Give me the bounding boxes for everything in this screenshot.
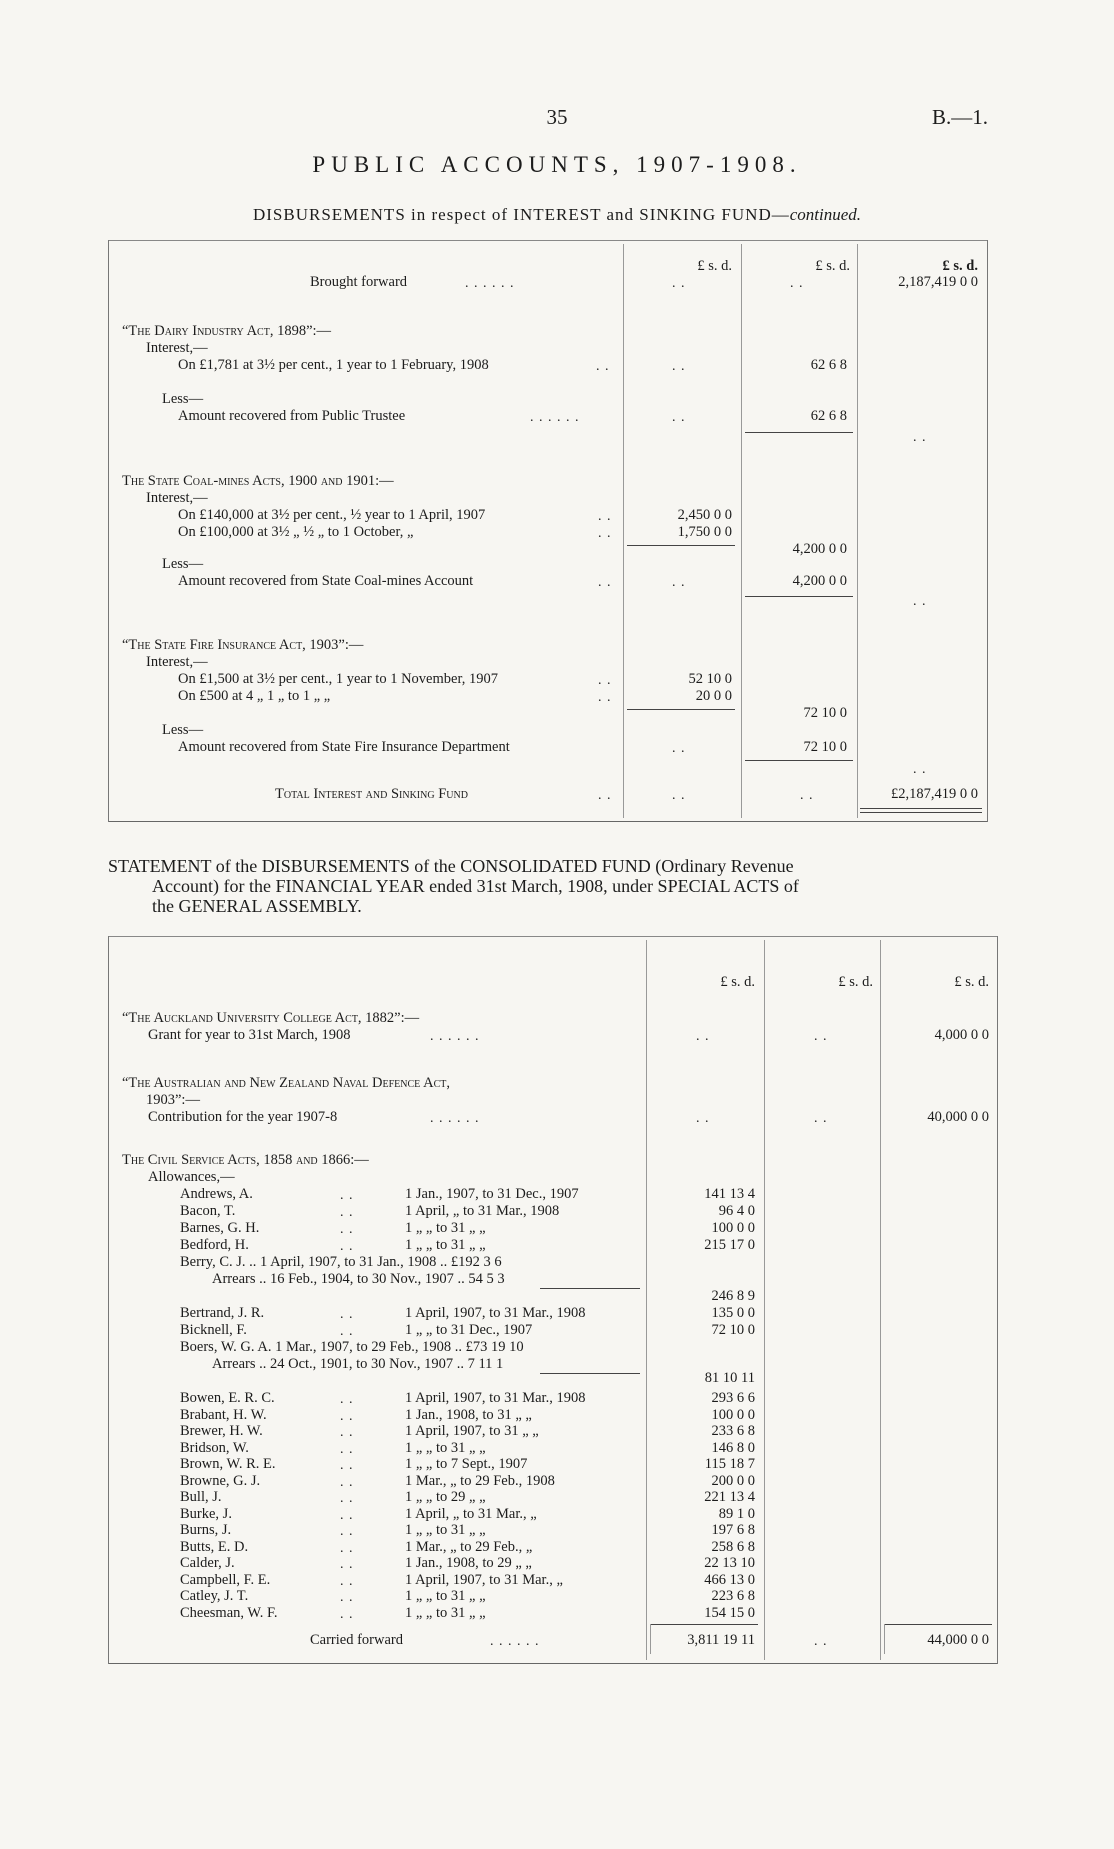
fire-subtotal: 72 10 0 xyxy=(803,705,847,721)
carried-forward-box-left xyxy=(650,1624,651,1654)
page-title: PUBLIC ACCOUNTS, 1907-1908. xyxy=(312,152,802,177)
col3-leaders: . . xyxy=(913,594,927,609)
boers-total: 81 10 11 xyxy=(704,1370,755,1386)
fire-recovered-amount: 72 10 0 xyxy=(803,739,847,755)
subtitle-continued: continued. xyxy=(789,205,862,224)
allowance-name: Andrews, A. xyxy=(180,1186,253,1202)
coal-recovered-amount: 4,200 0 0 xyxy=(792,573,847,589)
coal-mines-act-heading: The State Coal-mines Acts, 1900 and 1901:— xyxy=(122,473,394,489)
allowance-amount: 22 13 10 xyxy=(704,1555,755,1571)
allowance-name: Burke, J. xyxy=(180,1505,232,1522)
row-leaders: . . xyxy=(340,1307,354,1322)
col-header-1: £ s. d. xyxy=(720,974,755,990)
statement-heading xyxy=(108,856,998,916)
table-top-rule xyxy=(109,240,987,241)
allowance-amount: 200 0 0 xyxy=(711,1472,755,1489)
civil-service-act-heading: The Civil Service Acts, 1858 and 1866:— xyxy=(122,1152,369,1168)
row-leaders: . . xyxy=(340,1507,354,1523)
row-leaders: . . . . . . xyxy=(430,1111,480,1126)
col2-leaders: . . xyxy=(814,1634,828,1649)
fire-interest-item-1: On £1,500 at 3½ per cent., 1 year to 1 November, 1907 xyxy=(178,671,498,687)
row-leaders: . . xyxy=(340,1205,354,1220)
carried-forward-amount-3: 44,000 0 0 xyxy=(927,1632,989,1648)
page-reference: B.—1. xyxy=(931,105,988,129)
allowance-name: Browne, G. J. xyxy=(180,1472,261,1489)
row-leaders: . . xyxy=(340,1573,354,1589)
allowance-period: 1 April, 1907, to 31 Mar., 1908 xyxy=(405,1390,586,1406)
allowance-name: Brabant, H. W. xyxy=(180,1406,267,1423)
allowance-name: Cheesman, W. F. xyxy=(180,1604,278,1621)
allowance-period: 1 Jan., 1908, to 31 „ „ xyxy=(405,1406,532,1423)
table-bottom-rule xyxy=(109,1663,997,1664)
subtotal-rule xyxy=(627,709,735,710)
row-leaders: . . . . . . xyxy=(530,410,580,425)
col1-leaders: . . xyxy=(672,410,686,425)
fire-interest-label: Interest,— xyxy=(146,654,208,670)
coal-interest-item-2: On £100,000 at 3½ „ ½ „ to 1 October, „ xyxy=(178,524,414,540)
allowance-period: 1 Jan., 1907, to 31 Dec., 1907 xyxy=(405,1186,579,1202)
allowance-amount: 100 0 0 xyxy=(711,1406,755,1423)
row-leaders: . . xyxy=(340,1458,354,1473)
allowance-amount: 293 6 6 xyxy=(711,1390,755,1406)
col2-leaders: . . xyxy=(814,1029,828,1044)
berry-arrears-line: Arrears .. 16 Feb., 1904, to 30 Nov., 1907 .. 54 5 3 xyxy=(212,1271,505,1287)
allowance-period: 1 April, 1907, to 31 Mar., „ xyxy=(405,1571,563,1588)
row-leaders: . . xyxy=(598,509,612,524)
allowance-period: 1 „ „ to 31 „ „ xyxy=(405,1522,486,1538)
allowance-amount: 197 6 8 xyxy=(711,1522,755,1538)
row-leaders: . . xyxy=(340,1491,354,1506)
col3-leaders: . . xyxy=(913,430,927,445)
allowance-period: 1 „ „ to 31 „ „ xyxy=(405,1439,486,1456)
column-divider xyxy=(764,940,765,1660)
allowance-period: 1 „ „ to 31 „ „ xyxy=(405,1588,486,1604)
row-leaders: . . xyxy=(598,788,612,803)
table-top-rule xyxy=(109,936,997,937)
allowance-name: Bicknell, F. xyxy=(180,1322,247,1338)
col1-leaders: . . xyxy=(672,575,686,590)
row-leaders: . . xyxy=(340,1606,354,1622)
row-leaders: . . xyxy=(598,673,612,688)
statement-line-1: STATEMENT of the DISBURSEMENTS of the CONSOLIDATED FUND (Ordinary Revenue xyxy=(108,856,794,876)
dairy-interest-item: On £1,781 at 3½ per cent., 1 year to 1 February, 1908 xyxy=(178,357,489,373)
column-divider xyxy=(880,940,881,1660)
row-leaders: . . . . . . xyxy=(490,1634,540,1649)
col-header-2: £ s. d. xyxy=(815,258,850,274)
allowance-name: Barnes, G. H. xyxy=(180,1220,260,1236)
allowance-name: Burns, J. xyxy=(180,1522,232,1538)
allowance-period: 1 „ „ to 31 Dec., 1907 xyxy=(405,1322,533,1338)
boers-arrears-line: Arrears .. 24 Oct., 1901, to 30 Nov., 1907 .. 7 11 1 xyxy=(212,1356,504,1372)
allowance-name: Bertrand, J. R. xyxy=(180,1305,265,1321)
carried-forward-rule xyxy=(650,1624,758,1625)
allowance-period: 1 Mar., „ to 29 Feb., 1908 xyxy=(405,1472,555,1489)
allowance-amount: 100 0 0 xyxy=(711,1220,755,1236)
row-leaders: . . xyxy=(340,1590,354,1605)
auckland-act-heading: “The Auckland University College Act, 1882”:— xyxy=(122,1010,420,1026)
fire-recovered-label: Amount recovered from State Fire Insurance Department xyxy=(178,739,510,755)
row-leaders: . . xyxy=(340,1540,354,1556)
allowances-label: Allowances,— xyxy=(148,1169,235,1185)
row-leaders: . . xyxy=(598,690,612,705)
total-double-rule xyxy=(860,808,982,809)
allowance-amount: 221 13 4 xyxy=(704,1489,755,1505)
page-subtitle xyxy=(0,205,1114,225)
allowance-amount: 233 6 8 xyxy=(711,1423,755,1439)
coal-item-2-amount: 1,750 0 0 xyxy=(677,524,732,540)
total-interest-amount: £2,187,419 0 0 xyxy=(891,786,978,802)
row-leaders: . . xyxy=(340,1425,354,1440)
allowance-name: Catley, J. T. xyxy=(180,1588,249,1604)
col1-leaders: . . xyxy=(672,788,686,803)
fire-item-1-amount: 52 10 0 xyxy=(688,671,732,687)
subtotal-rule xyxy=(745,760,853,761)
row-leaders: . . xyxy=(598,526,612,541)
allowance-amount: 215 17 0 xyxy=(704,1237,755,1253)
boers-line: Boers, W. G. A. 1 Mar., 1907, to 29 Feb., 1908 .. £73 19 10 xyxy=(180,1339,524,1355)
row-leaders: . . xyxy=(340,1441,354,1457)
column-divider xyxy=(741,244,742,818)
col-header-2: £ s. d. xyxy=(838,974,873,990)
subtotal-rule xyxy=(745,596,853,597)
carried-forward-label: Carried forward xyxy=(310,1632,403,1648)
allowance-amount: 89 1 0 xyxy=(718,1505,755,1522)
allowance-period: 1 Jan., 1908, to 29 „ „ xyxy=(405,1555,532,1571)
allowance-name: Bacon, T. xyxy=(180,1203,236,1219)
allowance-amount: 135 0 0 xyxy=(711,1305,755,1321)
allowance-name: Bridson, W. xyxy=(180,1439,249,1456)
allowance-amount: 96 4 0 xyxy=(718,1203,755,1219)
berry-line: Berry, C. J. .. 1 April, 1907, to 31 Jan., 1908 .. £192 3 6 xyxy=(180,1254,502,1270)
allowance-name: Bull, J. xyxy=(180,1489,222,1505)
column-divider xyxy=(857,244,858,818)
coal-recovered-label: Amount recovered from State Coal-mines Account xyxy=(178,573,474,589)
allowance-amount: 115 18 7 xyxy=(704,1456,755,1472)
berry-total: 246 8 9 xyxy=(711,1288,755,1304)
row-leaders: . . xyxy=(598,575,612,590)
row-leaders: . . xyxy=(340,1392,354,1407)
coal-less-label: Less— xyxy=(162,556,204,572)
row-leaders: . . xyxy=(340,1324,354,1339)
row-leaders: . . xyxy=(596,359,610,374)
allowance-period: 1 April, „ to 31 Mar., 1908 xyxy=(405,1203,560,1219)
col1-leaders: . . xyxy=(696,1111,710,1126)
page-number: 35 xyxy=(546,105,568,129)
carried-forward-amount-1: 3,811 19 11 xyxy=(687,1632,755,1648)
subtitle-main: DISBURSEMENTS in respect of INTEREST and SINKING FUND— xyxy=(252,205,790,224)
carried-forward-box-left xyxy=(884,1624,885,1654)
fire-insurance-act-heading: “The State Fire Insurance Act, 1903”:— xyxy=(122,637,364,653)
allowance-period: 1 April, 1907, to 31 „ „ xyxy=(405,1423,539,1439)
row-leaders: . . . . . . xyxy=(430,1029,480,1044)
coal-interest-label: Interest,— xyxy=(146,490,208,506)
row-leaders: . . xyxy=(340,1408,354,1424)
allowance-period: 1 „ „ to 31 „ „ xyxy=(405,1220,486,1236)
col2-leaders: . . xyxy=(814,1111,828,1126)
allowance-period: 1 April, „ to 31 Mar., „ xyxy=(405,1505,537,1522)
total-interest-label: Total Interest and Sinking Fund xyxy=(275,786,468,802)
row-leaders: . . xyxy=(340,1474,354,1490)
allowance-name: Bedford, H. xyxy=(180,1237,249,1253)
allowance-period: 1 „ „ to 29 „ „ xyxy=(405,1489,486,1505)
fire-interest-item-2: On £500 at 4 „ 1 „ to 1 „ „ xyxy=(178,688,331,704)
dairy-recovered-amount: 62 6 8 xyxy=(810,408,847,424)
allowance-name: Brown, W. R. E. xyxy=(180,1456,276,1472)
row-leaders: . . xyxy=(340,1524,354,1539)
allowance-name: Campbell, F. E. xyxy=(180,1571,271,1588)
allowance-amount: 146 8 0 xyxy=(711,1439,755,1456)
coal-interest-item-1: On £140,000 at 3½ per cent., ½ year to 1 April, 1907 xyxy=(178,507,486,523)
dairy-interest-amount: 62 6 8 xyxy=(810,357,847,373)
subtotal-rule xyxy=(745,432,853,433)
naval-defence-act-heading-cont: 1903”:— xyxy=(146,1092,200,1108)
auckland-grant-amount: 4,000 0 0 xyxy=(934,1027,989,1043)
brought-forward-label: Brought forward xyxy=(310,274,408,290)
allowance-name: Butts, E. D. xyxy=(180,1538,249,1555)
dairy-act-heading: “The Dairy Industry Act, 1898”:— xyxy=(122,323,332,339)
row-leaders: . . . . . . xyxy=(465,276,515,291)
total-double-rule xyxy=(860,812,982,813)
carried-forward-rule xyxy=(884,1624,992,1625)
fire-item-2-amount: 20 0 0 xyxy=(695,688,732,704)
table-bottom-rule xyxy=(109,821,987,822)
row-leaders: . . xyxy=(340,1188,354,1203)
allowance-period: 1 Mar., „ to 29 Feb., „ xyxy=(405,1538,533,1555)
fire-less-label: Less— xyxy=(162,722,204,738)
col-header-3: £ s. d. xyxy=(954,974,989,990)
allowance-name: Calder, J. xyxy=(180,1555,235,1571)
allowance-amount: 258 6 8 xyxy=(711,1538,755,1555)
naval-defence-act-heading: “The Australian and New Zealand Naval Defence Act, xyxy=(122,1075,450,1091)
allowance-period: 1 „ „ to 31 „ „ xyxy=(405,1237,486,1253)
col3-leaders: . . xyxy=(913,762,927,777)
dairy-interest-label: Interest,— xyxy=(146,340,208,356)
allowance-amount: 72 10 0 xyxy=(711,1322,755,1338)
brought-forward-total: 2,187,419 0 0 xyxy=(898,274,978,290)
col2-leaders: . . xyxy=(790,276,804,291)
row-leaders: . . xyxy=(340,1239,354,1254)
coal-subtotal: 4,200 0 0 xyxy=(792,541,847,557)
allowance-name: Brewer, H. W. xyxy=(180,1423,263,1439)
col2-leaders: . . xyxy=(800,788,814,803)
allowance-amount: 466 13 0 xyxy=(704,1571,755,1588)
subtotal-rule xyxy=(540,1373,640,1374)
coal-item-1-amount: 2,450 0 0 xyxy=(677,507,732,523)
statement-line-3: the GENERAL ASSEMBLY. xyxy=(152,896,362,916)
allowance-amount: 141 13 4 xyxy=(704,1186,755,1202)
auckland-grant-label: Grant for year to 31st March, 1908 xyxy=(148,1027,351,1043)
col1-leaders: . . xyxy=(696,1029,710,1044)
col1-leaders: . . xyxy=(672,276,686,291)
allowance-amount: 223 6 8 xyxy=(711,1588,755,1604)
subtotal-rule xyxy=(627,545,735,546)
dairy-less-label: Less— xyxy=(162,391,204,407)
col1-leaders: . . xyxy=(672,359,686,374)
allowance-period: 1 „ „ to 31 „ „ xyxy=(405,1604,486,1621)
col-header-3: £ s. d. xyxy=(942,258,978,274)
row-leaders: . . xyxy=(340,1557,354,1572)
allowance-name: Bowen, E. R. C. xyxy=(180,1390,275,1406)
allowance-period: 1 April, 1907, to 31 Mar., 1908 xyxy=(405,1305,586,1321)
allowance-period: 1 „ „ to 7 Sept., 1907 xyxy=(405,1456,528,1472)
subtotal-rule xyxy=(540,1288,640,1289)
col1-leaders: . . xyxy=(672,741,686,756)
col-header-1: £ s. d. xyxy=(697,258,732,274)
naval-contribution-amount: 40,000 0 0 xyxy=(927,1109,989,1125)
statement-line-2: Account) for the FINANCIAL YEAR ended 31st March, 1908, under SPECIAL ACTS of xyxy=(152,876,799,896)
allowance-amount: 154 15 0 xyxy=(704,1604,755,1621)
row-leaders: . . xyxy=(340,1222,354,1237)
naval-contribution-label: Contribution for the year 1907-8 xyxy=(148,1109,338,1125)
dairy-recovered-label: Amount recovered from Public Trustee xyxy=(178,408,406,424)
